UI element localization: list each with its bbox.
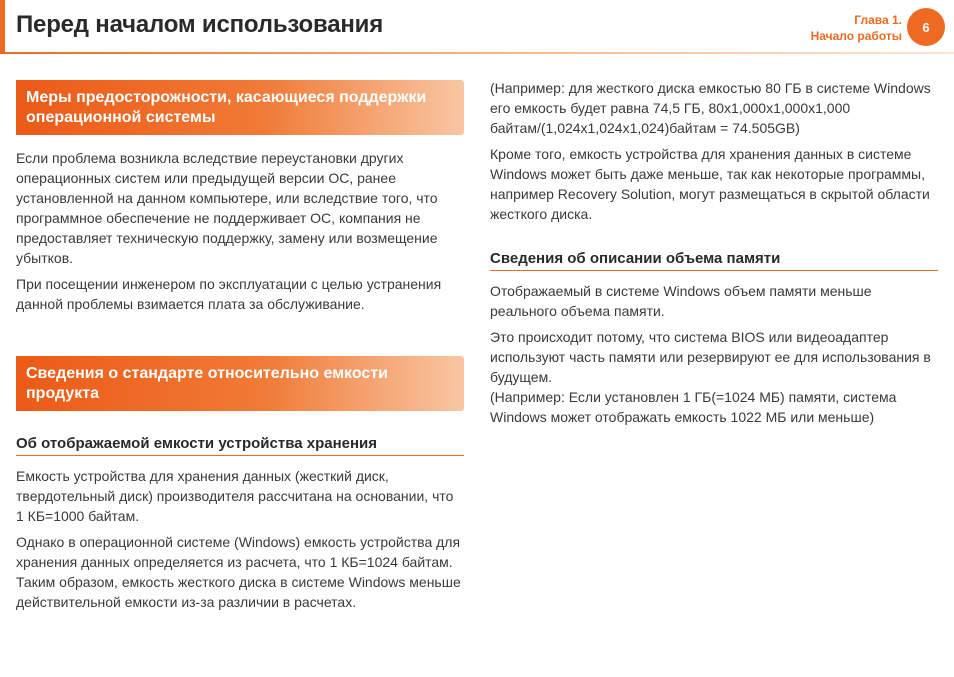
os-support-paragraph-1: Если проблема возникла вследствие переустановки других операционных систем или предыдущей версии ОС, ранее установленной на данном компьютере, или вследствие того, что программное обеспечение не поддерживает ОС, компания не предоставляет техническую поддержку, замену или возмещение убытков. xyxy=(16,150,438,266)
memory-paragraph-2: Это происходит потому, что система BIOS или видеоадаптер используют часть памяти или резервируют ее для использования в будущем. xyxy=(490,329,931,385)
chapter-title: Начало работы xyxy=(810,29,902,43)
page-number-badge: 6 xyxy=(907,8,945,46)
page-header xyxy=(0,0,954,52)
right-column xyxy=(490,80,938,427)
left-column xyxy=(16,80,464,612)
header-accent-bar xyxy=(0,0,5,52)
chapter-number: Глава 1. xyxy=(854,13,902,27)
subhead-memory-capacity: Сведения об описании объема памяти xyxy=(490,250,938,271)
memory-example-paragraph: (Например: Если установлен 1 ГБ(=1024 МБ) памяти, система Windows может отображать емкость 1022 МБ или меньше) xyxy=(490,389,897,425)
header-divider xyxy=(0,52,954,54)
chapter-label xyxy=(811,12,902,44)
section-os-support-title: Меры предосторожности, касающиеся поддержки операционной системы xyxy=(16,80,464,135)
storage-paragraph-1: Емкость устройства для хранения данных (жесткий диск, твердотельный диск) производителя рассчитана на основании, что 1 КБ=1000 байтам. xyxy=(16,468,454,524)
subhead-storage-capacity: Об отображаемой емкости устройства хранения xyxy=(16,435,464,456)
page-title: Перед началом использования xyxy=(16,11,384,38)
storage-example-paragraph: (Например: для жесткого диска емкостью 80 ГБ в системе Windows его емкость будет равна 74,5 ГБ, 80x1,000x1,000x1,000 байтам/(1,024x1,024x1,024)байтам = 74.505GB) xyxy=(490,80,931,136)
section-capacity-standard-title: Сведения о стандарте относительно емкости продукта xyxy=(16,356,464,411)
hidden-area-paragraph: Кроме того, емкость устройства для хранения данных в системе Windows может быть даже меньше, так как некоторые программы, например Recovery Solution, могут размещаться в скрытой области жесткого диска. xyxy=(490,146,930,222)
storage-paragraph-2: Однако в операционной системе (Windows) емкость устройства для хранения данных определяется из расчета, что 1 КБ=1024 байтам. Таким образом, емкость жесткого диска в системе Windows меньше действительной емкости из-за различии в расчетах. xyxy=(16,534,461,610)
memory-paragraph-1: Отображаемый в системе Windows объем памяти меньше реального объема памяти. xyxy=(490,283,872,319)
os-support-paragraph-2: При посещении инженером по эксплуатации с целью устранения данной проблемы взимается плата за обслуживание. xyxy=(16,276,442,312)
